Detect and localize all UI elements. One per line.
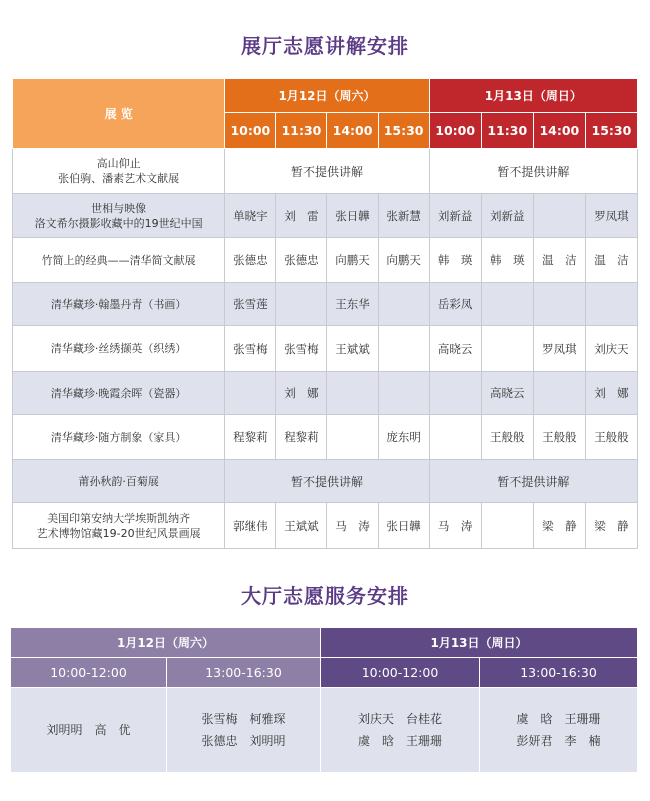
hall-day1-header: 1月12日（周六） — [11, 628, 321, 658]
volunteer-cell: 刘 娜 — [276, 372, 327, 415]
volunteer-cell: 张雪梅 — [225, 326, 276, 372]
volunteer-cell: 温 洁 — [585, 238, 637, 283]
time-header: 10:00 — [429, 113, 481, 149]
hall-schedule-table — [10, 627, 638, 773]
volunteer-cell: 王般般 — [585, 415, 637, 460]
volunteer-cell: 王般般 — [533, 415, 585, 460]
time-header: 14:00 — [533, 113, 585, 149]
table-row — [13, 503, 638, 549]
table-row — [13, 283, 638, 326]
exhibit-name: 美国印第安纳大学埃斯凯纳齐 艺术博物馆藏19-20世纪风景画展 — [13, 503, 225, 549]
volunteer-cell: 高晓云 — [429, 326, 481, 372]
volunteer-cell: 王般般 — [481, 415, 533, 460]
volunteer-cell — [327, 372, 378, 415]
volunteer-cell: 刘庆天 — [585, 326, 637, 372]
hall-volunteer-cell: 刘庆天 台桂花 虞 晗 王珊珊 — [321, 688, 480, 773]
hall-day2-header: 1月13日（周日） — [321, 628, 638, 658]
exhibit-name: 清华藏珍·晚霞余晖（瓷器） — [13, 372, 225, 415]
no-guide-cell: 暂不提供讲解 — [429, 149, 637, 194]
volunteer-cell: 张雪梅 — [276, 326, 327, 372]
exhibit-name: 竹简上的经典——清华简文献展 — [13, 238, 225, 283]
volunteer-cell — [533, 194, 585, 238]
table-row — [13, 415, 638, 460]
table-row — [13, 238, 638, 283]
volunteer-cell: 王斌斌 — [276, 503, 327, 549]
volunteer-cell: 张日韡 — [327, 194, 378, 238]
volunteer-cell: 马 涛 — [429, 503, 481, 549]
volunteer-cell — [225, 372, 276, 415]
volunteer-cell: 梁 静 — [533, 503, 585, 549]
exhibit-name: 清华藏珍·随方制象（家具） — [13, 415, 225, 460]
volunteer-cell: 温 洁 — [533, 238, 585, 283]
hall-slot-header: 10:00-12:00 — [321, 658, 480, 688]
table-row — [13, 460, 638, 503]
no-guide-cell: 暂不提供讲解 — [429, 460, 637, 503]
volunteer-cell: 郭继伟 — [225, 503, 276, 549]
volunteer-cell: 王东华 — [327, 283, 378, 326]
time-header: 11:30 — [276, 113, 327, 149]
no-guide-cell: 暂不提供讲解 — [225, 149, 429, 194]
page-title-hall: 大厅志愿服务安排 — [241, 584, 409, 608]
volunteer-cell: 向鹏天 — [378, 238, 429, 283]
volunteer-cell — [378, 326, 429, 372]
volunteer-cell — [327, 415, 378, 460]
volunteer-cell — [378, 283, 429, 326]
table-row — [13, 372, 638, 415]
volunteer-cell: 庞东明 — [378, 415, 429, 460]
volunteer-cell: 王斌斌 — [327, 326, 378, 372]
volunteer-cell: 张雪莲 — [225, 283, 276, 326]
volunteer-cell — [481, 283, 533, 326]
volunteer-cell: 罗凤琪 — [533, 326, 585, 372]
time-header: 11:30 — [481, 113, 533, 149]
volunteer-cell: 马 涛 — [327, 503, 378, 549]
volunteer-cell: 高晓云 — [481, 372, 533, 415]
exhibit-name: 清华藏珍·翰墨丹青（书画） — [13, 283, 225, 326]
volunteer-cell — [585, 283, 637, 326]
hall-slot-header: 13:00-16:30 — [480, 658, 638, 688]
volunteer-cell: 单晓宇 — [225, 194, 276, 238]
hall-slot-header: 10:00-12:00 — [11, 658, 167, 688]
volunteer-cell — [481, 503, 533, 549]
volunteer-cell: 刘 雷 — [276, 194, 327, 238]
no-guide-cell: 暂不提供讲解 — [225, 460, 429, 503]
table-row — [13, 194, 638, 238]
volunteer-cell: 韩 瑛 — [429, 238, 481, 283]
exhibit-name: 高山仰止 张伯驹、潘素艺术文献展 — [13, 149, 225, 194]
volunteer-cell — [276, 283, 327, 326]
volunteer-cell — [378, 372, 429, 415]
time-header: 14:00 — [327, 113, 378, 149]
hall-volunteer-cell: 虞 晗 王珊珊 彭妍君 李 楠 — [480, 688, 638, 773]
volunteer-cell: 刘新益 — [481, 194, 533, 238]
table-row — [13, 149, 638, 194]
exhibit-schedule-table — [12, 78, 638, 549]
exhibit-name: 世相与映像 洛文希尔摄影收藏中的19世纪中国 — [13, 194, 225, 238]
page-title-exhibit: 展厅志愿讲解安排 — [241, 34, 409, 58]
exhibit-column-header: 展 览 — [13, 79, 225, 149]
exhibit-day2-header: 1月13日（周日） — [429, 79, 637, 113]
time-header: 15:30 — [585, 113, 637, 149]
volunteer-cell: 张德忠 — [225, 238, 276, 283]
volunteer-cell: 程黎莉 — [225, 415, 276, 460]
volunteer-cell: 张德忠 — [276, 238, 327, 283]
exhibit-name: 莆孙秋韵·百菊展 — [13, 460, 225, 503]
hall-volunteer-cell: 刘明明 高 优 — [11, 688, 167, 773]
table-row — [13, 326, 638, 372]
exhibit-name: 清华藏珍·丝绣撷英（织绣） — [13, 326, 225, 372]
volunteer-cell: 张日韡 — [378, 503, 429, 549]
volunteer-cell: 程黎莉 — [276, 415, 327, 460]
volunteer-cell — [481, 326, 533, 372]
volunteer-cell — [533, 372, 585, 415]
volunteer-cell: 张新慧 — [378, 194, 429, 238]
volunteer-cell: 罗凤琪 — [585, 194, 637, 238]
volunteer-cell — [533, 283, 585, 326]
volunteer-cell: 刘 娜 — [585, 372, 637, 415]
volunteer-cell: 刘新益 — [429, 194, 481, 238]
hall-volunteer-cell: 张雪梅 柯雅琛 张德忠 刘明明 — [167, 688, 321, 773]
table-row — [11, 688, 638, 773]
volunteer-cell: 韩 瑛 — [481, 238, 533, 283]
time-header: 15:30 — [378, 113, 429, 149]
volunteer-cell — [429, 372, 481, 415]
volunteer-cell: 向鹏天 — [327, 238, 378, 283]
volunteer-cell: 岳彩凤 — [429, 283, 481, 326]
exhibit-day1-header: 1月12日（周六） — [225, 79, 429, 113]
hall-slot-header: 13:00-16:30 — [167, 658, 321, 688]
volunteer-cell — [429, 415, 481, 460]
volunteer-cell: 梁 静 — [585, 503, 637, 549]
time-header: 10:00 — [225, 113, 276, 149]
